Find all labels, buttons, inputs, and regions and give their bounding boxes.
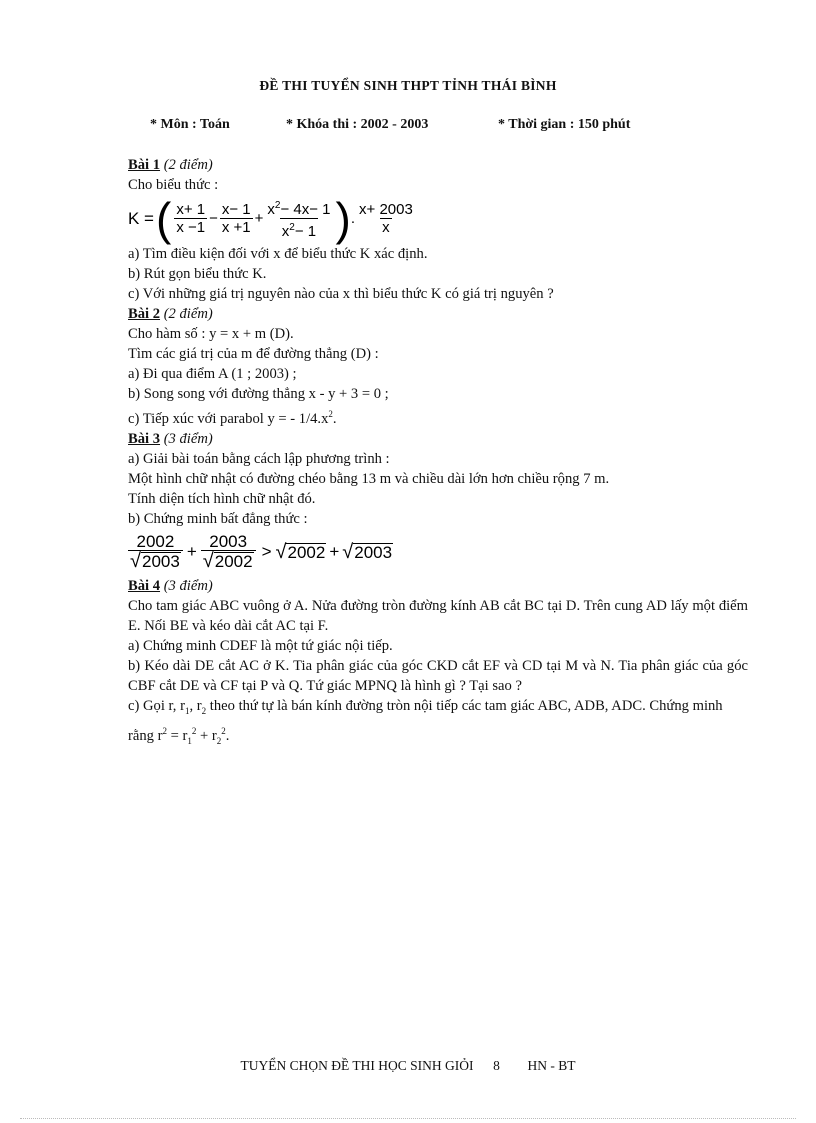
sqrt-icon: √ [130, 549, 141, 572]
problem-1-part-c: c) Với những giá trị nguyên nào của x thì biểu thức K có giá trị nguyên ? [128, 286, 554, 302]
problem-3-text-2: Tính diện tích hình chữ nhật đó. [128, 490, 316, 507]
ineq-f2-den [201, 550, 256, 571]
c-text-2: , r [189, 697, 202, 714]
problem-2-intro-2: Tìm các giá trị của m để đường thẳng (D) : [128, 346, 379, 362]
sqrt-icon: √ [275, 540, 287, 563]
fraction-4 [357, 201, 415, 237]
f3-num-a: x [267, 201, 275, 218]
footer-text: TUYỂN CHỌN ĐỀ THI HỌC SINH GIỎI [240, 1058, 474, 1073]
c-text-6: . [225, 727, 230, 744]
ineq-fraction-1 [128, 533, 183, 571]
problem-1-part-a: a) Tìm điều kiện đối với x để biểu thức K xác định. [128, 246, 428, 262]
problem-1-intro: Cho biểu thức : [128, 177, 219, 193]
exam-title: ĐỀ THI TUYỂN SINH THPT TỈNH THÁI BÌNH [259, 78, 557, 93]
problem-2-intro-1: Cho hàm số : y = x + m (D). [128, 326, 294, 342]
dot-operator: . [350, 210, 356, 227]
footer-page-number: 8 [493, 1058, 500, 1073]
c-text-5: + r [196, 727, 217, 744]
c-sub-2: 2 [201, 705, 207, 716]
problem-4-intro: Cho tam giác ABC vuông ở A. Nửa đường tròn đường kính AB cắt BC tại D. Trên cung AD lấy một điểm E. Nối BE và kéo dài cắt AC tại F. [128, 597, 748, 634]
problem-2-part-c-sup: 2 [328, 409, 333, 419]
ineq-fraction-2 [201, 533, 256, 571]
problem-2-part-c-text: c) Tiếp xúc với parabol y = - 1/4.x [128, 410, 329, 427]
sqrt-icon: √ [342, 540, 354, 563]
footer-code: HN - BT [527, 1058, 576, 1073]
problem-2-title: Bài 2 [128, 306, 161, 322]
plus-sign: + [254, 210, 264, 227]
ineq-f1-den-value: 2003 [141, 551, 180, 571]
problem-3-part-b: b) Chứng minh bất đẳng thức : [128, 510, 308, 527]
c-text-3: theo thứ tự là bán kính đường tròn nội tiếp các tam giác ABC, ADB, ADC. Chứng minh rằng r [128, 697, 723, 744]
formula-k [128, 193, 748, 245]
problem-3-part-a: a) Giải bài toán bằng cách lập phương trình : [128, 450, 390, 467]
problem-3-title: Bài 3 [128, 430, 161, 447]
problem-4-part-c [128, 696, 748, 751]
problem-2-points: (2 điểm) [163, 306, 213, 322]
c-sub-4: 2 [216, 735, 222, 746]
fraction-2-den: x +1 [221, 219, 251, 236]
f3-num-b: − 4x− 1 [280, 201, 331, 218]
page-bottom-divider [20, 1118, 796, 1119]
left-paren: ( [156, 193, 172, 245]
problem-1-part-b: b) Rút gọn biểu thức K. [128, 266, 267, 282]
problem-1-title: Bài 1 [128, 157, 161, 173]
problem-2-heading [128, 304, 748, 324]
c-sup-2: 2 [191, 725, 197, 736]
problem-3-text-1: Một hình chữ nhật có đường chéo bằng 13 m và chiều dài lớn hơn chiều rộng 7 m. [128, 470, 610, 487]
fraction-3-num [265, 197, 332, 218]
c-sub-1: 1 [184, 705, 190, 716]
fraction-3-den [280, 218, 318, 241]
problem-4-part-b: b) Kéo dài DE cắt AC ở K. Tia phân giác của góc CKD cắt EF và CD tại M và N. Tia phân giác của góc CBF cắt DE và CF tại P và Q. Tứ giác MPNQ là hình gì ? Tại sao ? [128, 657, 748, 694]
c-sub-3: 1 [187, 735, 192, 746]
fraction-3 [265, 197, 332, 241]
f3-num-sup: 2 [274, 200, 281, 211]
fraction-1 [174, 201, 207, 237]
c-text-4: = r [166, 727, 188, 744]
ineq-f2-num: 2003 [209, 531, 248, 551]
problem-4-heading [128, 576, 748, 596]
fraction-4-num: x+ 2003 [359, 201, 413, 218]
fraction-1-den: x −1 [176, 219, 206, 236]
problem-3-heading [128, 429, 748, 449]
problem-2-part-c [128, 404, 748, 429]
fraction-2-num: x− 1 [221, 201, 251, 218]
fraction-2 [220, 201, 253, 237]
minus-sign: − [209, 210, 218, 227]
ineq-root-2 [342, 542, 393, 562]
c-text-1: c) Gọi r, r [128, 697, 185, 714]
ineq-f1-den [128, 550, 183, 571]
ineq-plus-2: + [329, 541, 340, 561]
exam-content [128, 155, 748, 751]
c-sup-1: 2 [162, 725, 167, 736]
problem-4-points: (3 điểm) [163, 577, 213, 594]
problem-1-points: (2 điểm) [163, 157, 213, 173]
problem-4-part-a: a) Chứng minh CDEF là một tứ giác nội tiếp. [128, 637, 393, 654]
problem-2-part-a: a) Đi qua điểm A (1 ; 2003) ; [128, 366, 297, 382]
problem-3-points: (3 điểm) [163, 430, 213, 447]
c-sup-3: 2 [221, 725, 226, 736]
fraction-1-num: x+ 1 [176, 201, 206, 218]
problem-4-title: Bài 4 [128, 577, 161, 594]
inequality [128, 529, 748, 575]
fraction-4-den: x [382, 219, 390, 236]
f3-den-sup: 2 [289, 222, 295, 233]
sqrt-icon: √ [202, 549, 214, 572]
right-paren: ) [335, 193, 351, 245]
ineq-plus-1: + [186, 541, 197, 561]
page-footer [0, 1058, 816, 1074]
ineq-f1-num: 2002 [136, 531, 175, 551]
problem-2-part-c-end: . [332, 410, 337, 427]
ineq-root-2-value: 2003 [354, 542, 393, 562]
ineq-greater-than: > [261, 541, 272, 561]
formula-lhs: K = [128, 209, 154, 228]
f3-den-b: − 1 [294, 223, 317, 240]
ineq-f2-den-value: 2002 [214, 551, 253, 571]
exam-duration: * Thời gian : 150 phút [498, 117, 631, 132]
exam-year: * Khóa thi : 2002 - 2003 [286, 117, 429, 132]
subject-label: * Môn : Toán [150, 117, 230, 132]
ineq-root-1 [276, 542, 327, 562]
problem-1-heading [128, 155, 748, 175]
f3-den-a: x [281, 223, 290, 240]
ineq-root-1-value: 2002 [287, 542, 326, 562]
problem-2-part-b: b) Song song với đường thẳng x - y + 3 = 0 ; [128, 386, 389, 402]
